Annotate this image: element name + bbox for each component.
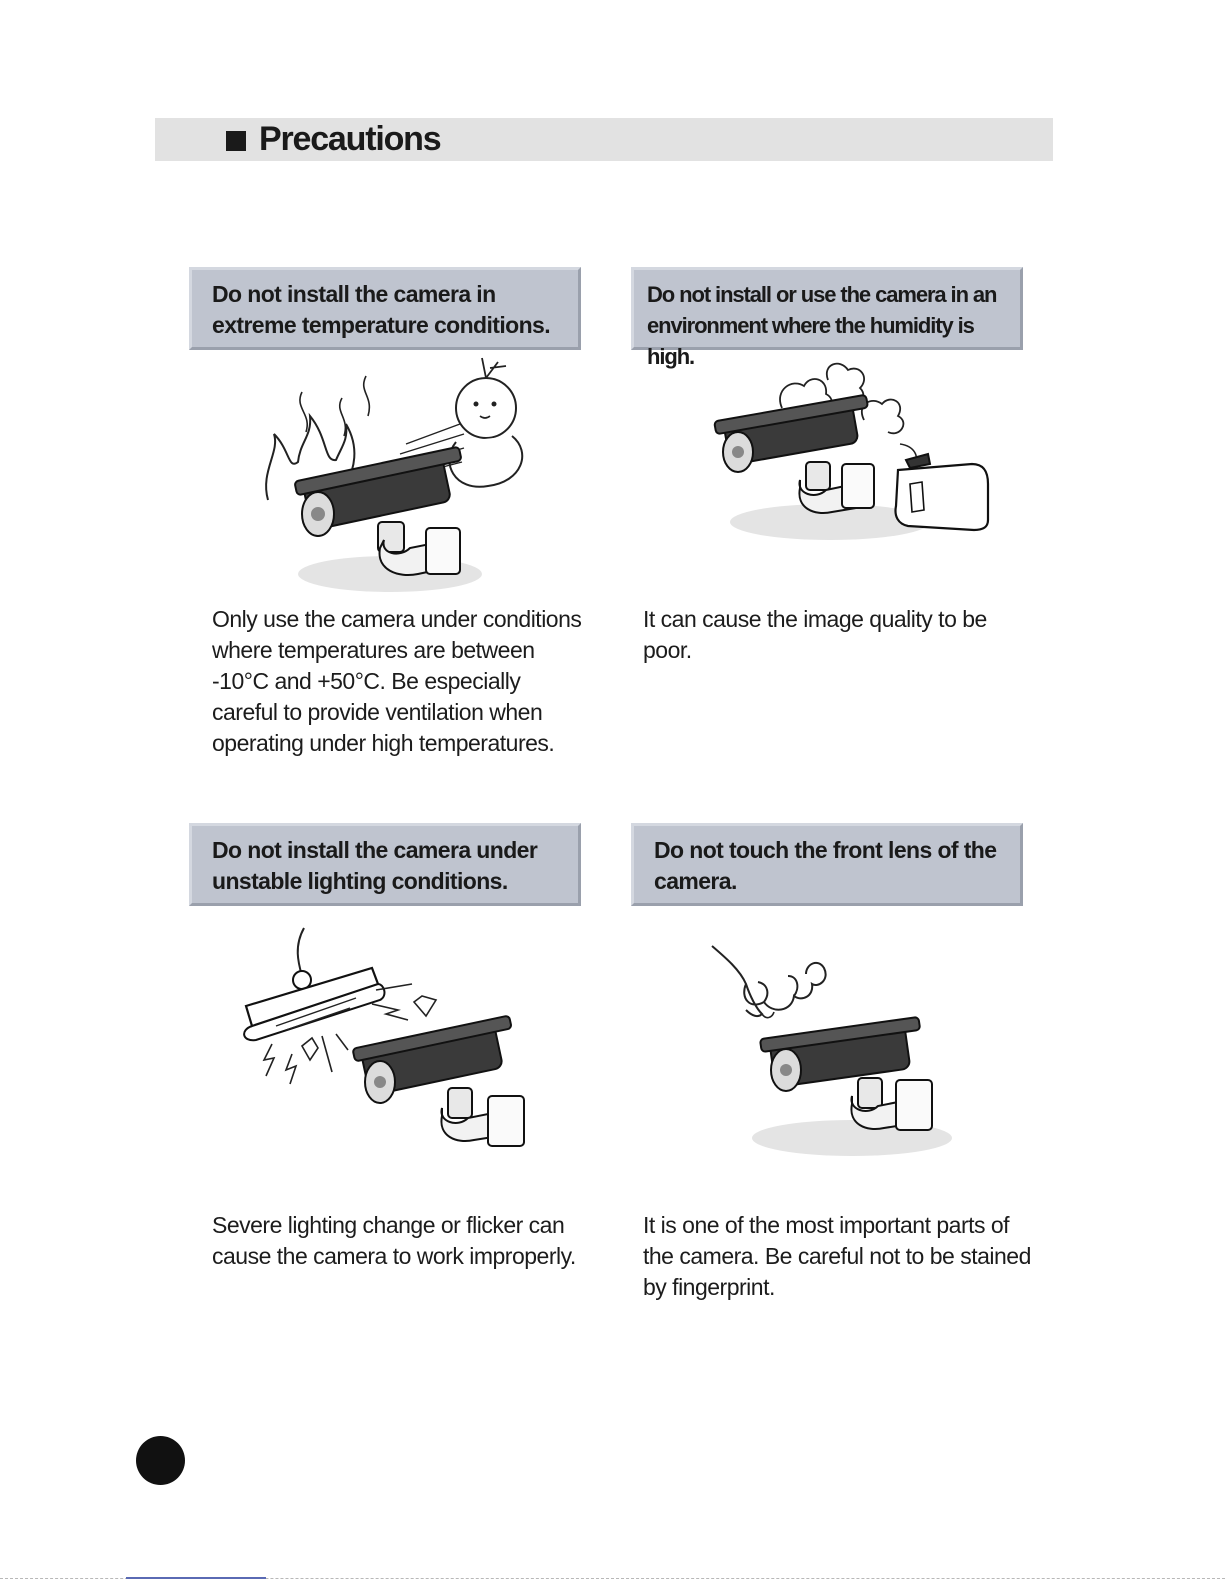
footer-accent-line — [126, 1577, 266, 1579]
camera-temperature-illustration — [250, 352, 550, 600]
precaution-heading-lighting — [189, 823, 581, 906]
precaution-heading-humidity — [631, 267, 1023, 369]
precaution-heading-lens — [631, 823, 1023, 906]
precaution-heading-text: Do not touch the front lens of the camera. — [654, 837, 997, 894]
square-bullet-icon — [226, 131, 246, 151]
precaution-body-lens: It is one of the most important parts of the camera. Be careful not to be stained by fingerprint. — [643, 1212, 1031, 1300]
precaution-body-lighting: Severe lighting change or flicker can cause the camera to work improperly. — [212, 1212, 576, 1269]
precaution-body-temperature: Only use the camera under conditions where temperatures are between -10°C and +50°C. Be especially careful to provide ventilation when operating under high temperatures. — [212, 606, 582, 756]
precaution-heading-temperature — [189, 267, 581, 350]
precaution-heading-text: Do not install or use the camera in an environment where the humidity is high. — [647, 282, 997, 369]
camera-lighting-illustration — [236, 926, 536, 1156]
section-header — [155, 118, 1053, 161]
page-number-marker — [136, 1436, 185, 1485]
precaution-heading-text: Do not install the camera in extreme temperature conditions. — [212, 281, 551, 338]
camera-humidity-illustration — [700, 360, 995, 550]
camera-lens-touch-illustration — [706, 940, 956, 1165]
page-title: Precautions — [259, 120, 441, 158]
precaution-heading-text: Do not install the camera under unstable lighting conditions. — [212, 837, 538, 894]
precaution-body-humidity: It can cause the image quality to be poor. — [643, 606, 987, 663]
